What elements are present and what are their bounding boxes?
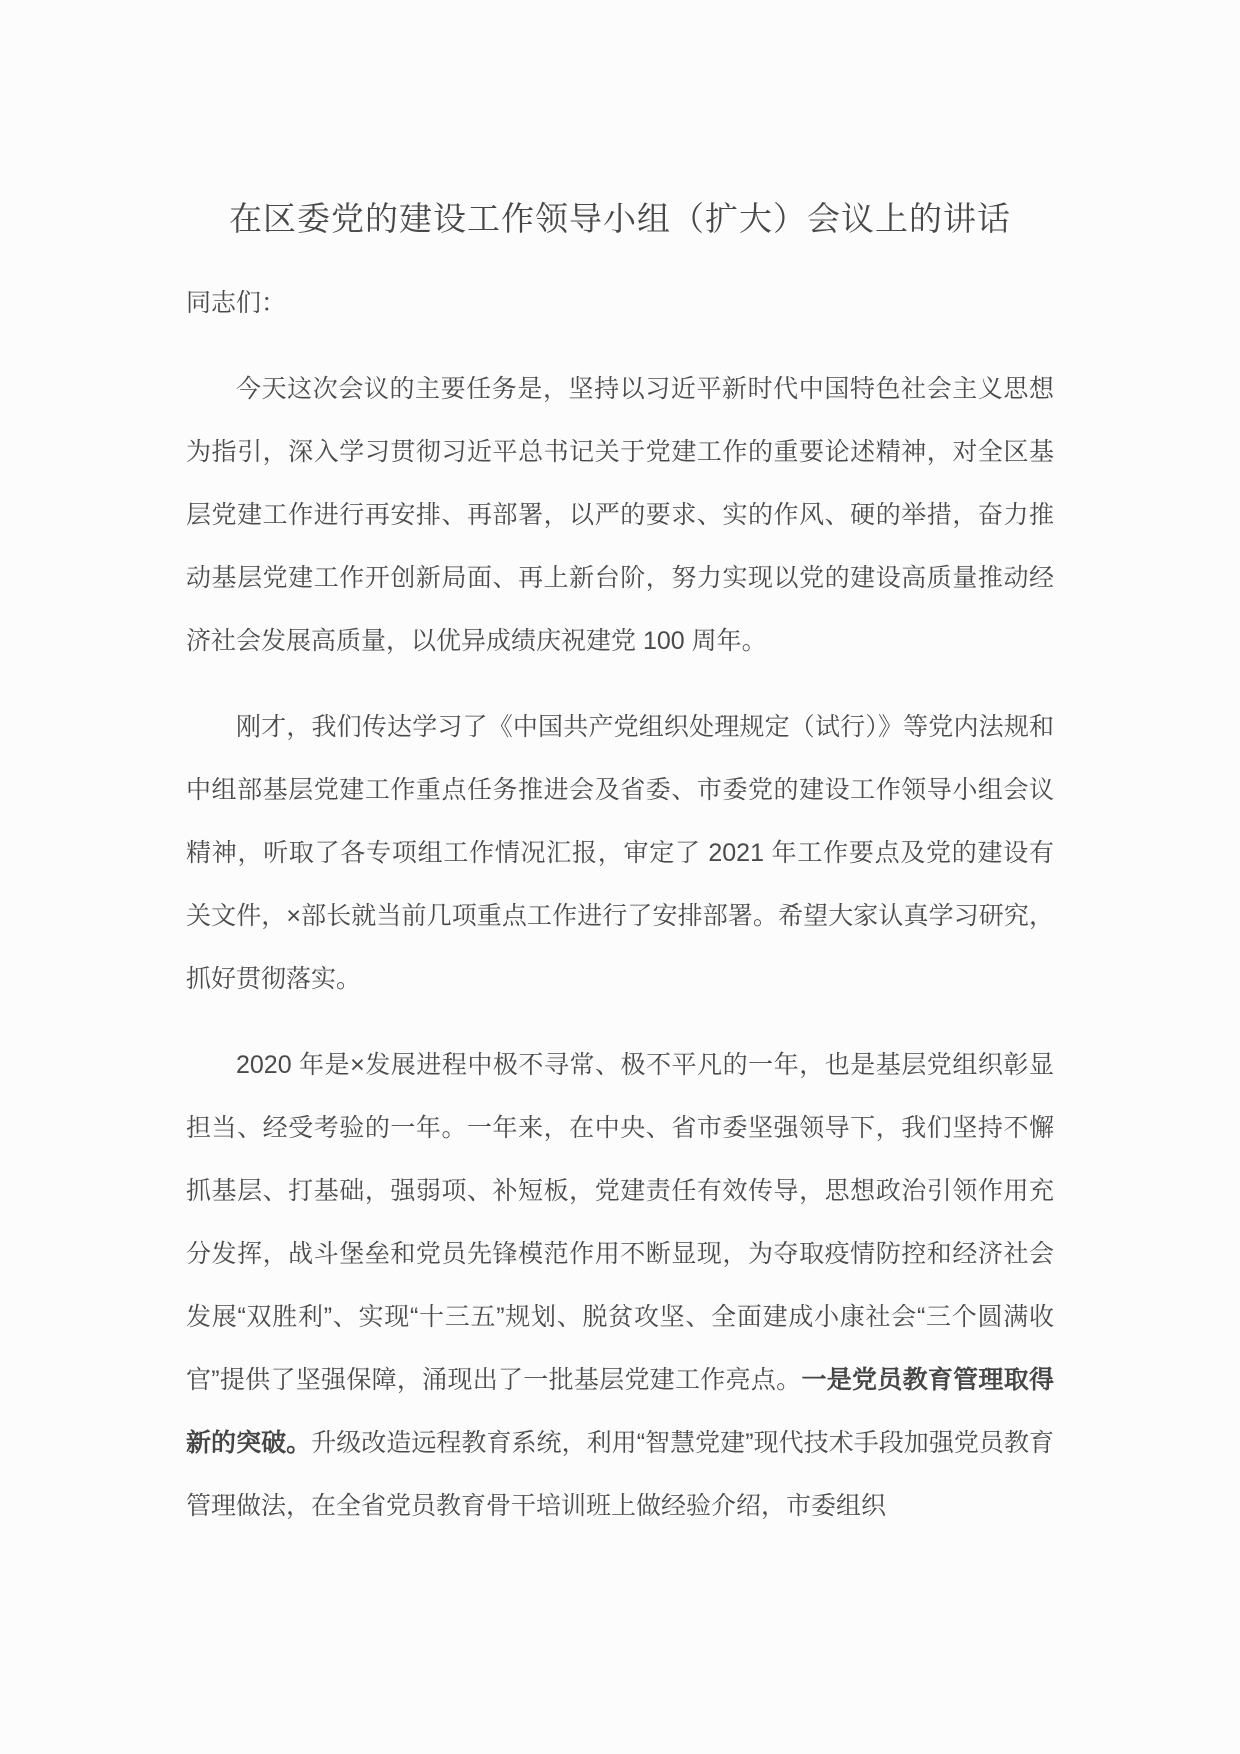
- text-run: 刚才，我们传达学习了《中国共产党组织处理规定（试行）》等党内法规和中组部基层党建工作重点任务推进会及省委、市委党的建设工作领导小组会议精神，听取了各专项组工作情况汇报，审定了 2021 年工作要点及党的建设有关文件，×部长就当前几项重点工作进行了安排部署。希望大家认真学习研究，抓好贯彻落实。: [186, 713, 1054, 993]
- text-run: 2020 年是×发展进程中极不寻常、极不平凡的一年，也是基层党组织彰显担当、经受考验的一年。一年来，在中央、省市委坚强领导下，我们坚持不懈抓基层、打基础，强弱项、补短板，党建责任有效传导，思想政治引领作用充分发挥，战斗堡垒和党员先锋模范作用不断显现，为夺取疫情防控和经济社会发展“双胜利”、实现“十三五”规划、脱贫攻坚、全面建成小康社会“三个圆满收官”提供了坚强保障，涌现出了一批基层党建工作亮点。: [186, 1051, 1054, 1394]
- bold-text-run: 一是党员教育管理取得新的突破。: [186, 1366, 1054, 1457]
- text-run: 升级改造远程教育系统，利用“智慧党建”现代技术手段加强党员教育管理做法，在全省党员教育骨干培训班上做经验介绍，市委组织: [186, 1429, 1054, 1520]
- salutation: 同志们：: [186, 289, 287, 317]
- paragraph: [186, 696, 1054, 1011]
- document-title: 在区委党的建设工作领导小组（扩大）会议上的讲话: [229, 200, 1011, 237]
- text-run: 今天这次会议的主要任务是，坚持以习近平新时代中国特色社会主义思想为指引，深入学习贯彻习近平总书记关于党建工作的重要论述精神，对全区基层党建工作进行再安排、再部署，以严的要求、实的作风、硬的举措，奋力推动基层党建工作开创新局面、再上新台阶，努力实现以党的建设高质量推动经济社会发展高质量，以优异成绩庆祝建党 100 周年。: [186, 375, 1054, 655]
- document-body: [186, 358, 1054, 1538]
- paragraph: [186, 1034, 1054, 1538]
- paragraph: [186, 358, 1054, 673]
